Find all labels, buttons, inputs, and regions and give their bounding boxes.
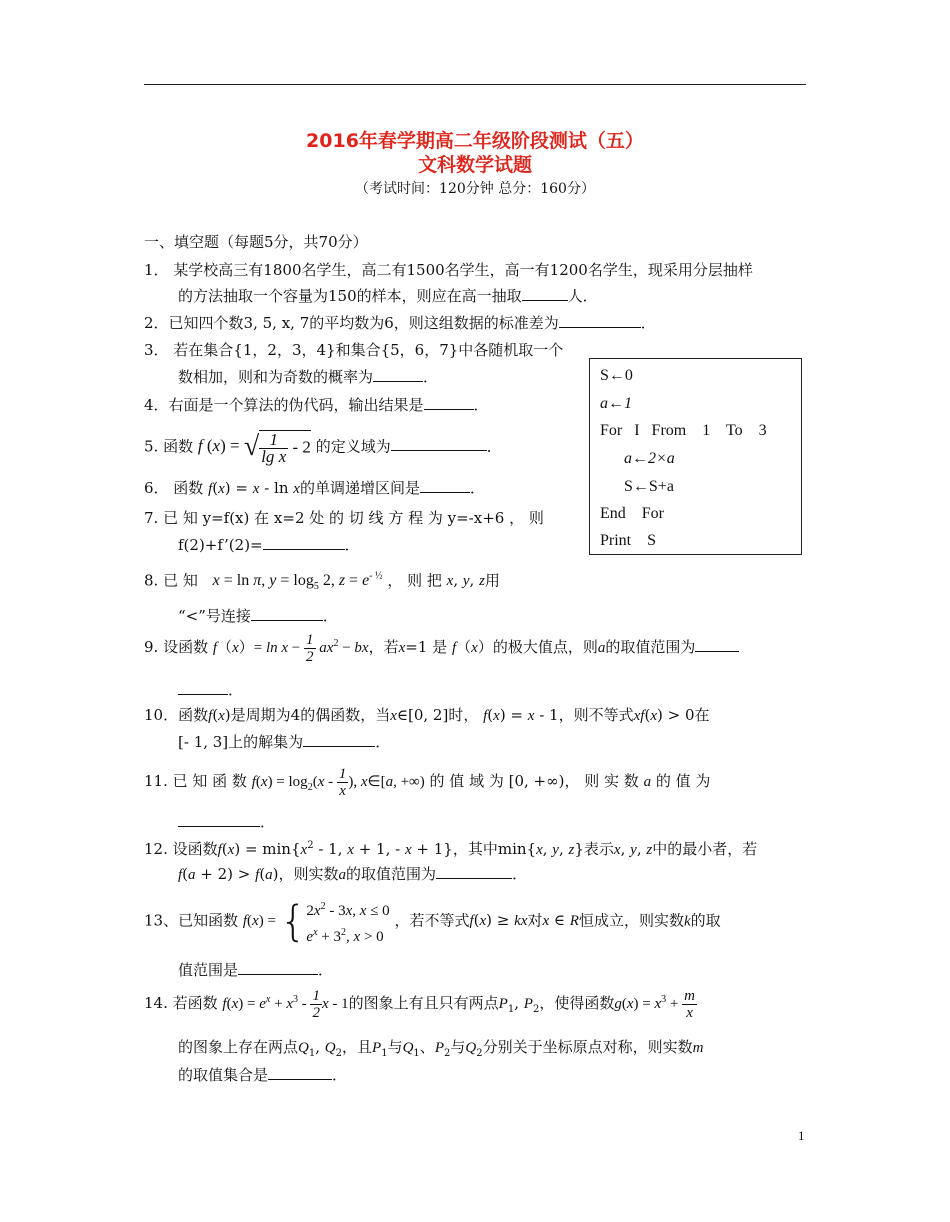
pseudocode-box: [589, 358, 802, 555]
q10-line2: [178, 732, 390, 752]
q3-line2: [178, 367, 438, 387]
code-line-2: a←1: [600, 395, 632, 412]
q14-make-text: ，使得函数: [539, 993, 615, 1012]
q14-q1: $Q_1$: [402, 1040, 420, 1059]
q1-line1: 1． 某学校高三有1800名学生，高二有1500名学生，高一有1200名学生，现采用分层抽样: [144, 261, 753, 279]
q14-sym-text: 分别关于坐标原点对称，则实数: [482, 1038, 693, 1056]
q12-range-text: 的取值范围为: [346, 865, 437, 883]
q12-vars: x, y, z: [613, 840, 653, 858]
q14-points-p: $P_1$, $P_2$: [498, 993, 540, 1015]
q12-line2: [178, 864, 527, 885]
q5-domain-text: 的定义域为: [315, 437, 391, 456]
q12-min: min{x, y, z}: [497, 840, 584, 858]
q14-line2: [178, 1037, 703, 1064]
q1-text: 的方法抽取一个容量为150的样本，则应在高一抽取: [178, 287, 522, 305]
q9-tail: ．: [228, 681, 244, 699]
q14-line3: [178, 1065, 347, 1085]
q4-tail: ．: [473, 396, 489, 414]
q14-line1: [144, 988, 697, 1021]
q9-is-text: 是: [432, 637, 448, 656]
q11-line2: [178, 812, 275, 832]
q5-text: 5. 函数: [144, 437, 194, 456]
q7-tail: ．: [344, 536, 360, 554]
q10-ineq-text: ，则不等式: [558, 706, 634, 724]
q9-fx: f（x）: [451, 637, 493, 656]
q13-var-k: k: [683, 913, 691, 930]
q9-var-a: a: [597, 639, 606, 656]
q5-answer-blank: [391, 436, 487, 451]
q4-text: 4．右面是一个算法的伪代码，输出结果是: [144, 396, 424, 414]
q9-x1: x=1: [398, 637, 428, 656]
q10-def: f(x) = x - 1: [483, 706, 559, 724]
exam-subtitle: 文科数学试题: [417, 154, 532, 176]
exam-title: 2016年春学期高二年级阶段测试（五）: [306, 130, 644, 152]
q10-tail: ．: [375, 733, 391, 751]
q10-even-text: 是周期为4的偶函数，当: [230, 706, 391, 724]
q14-p1: $P_1$: [372, 1040, 388, 1059]
q10-solset-text: 上的解集为: [228, 733, 304, 751]
q5-formula: f (x) = √ $\frac{1}{\text{lg x}}$ - 2: [197, 430, 311, 466]
q10-range: [- 1, 3]: [178, 733, 229, 751]
q9-line2: [178, 680, 243, 700]
q8-text2: “<”号连接: [178, 607, 251, 625]
q13-text2: 值范围是: [178, 961, 239, 979]
q10-text: 10．函数: [144, 706, 209, 724]
q10-answer-blank: [303, 732, 375, 747]
q14-points-q: $Q_1$, $Q_2$: [298, 1038, 342, 1059]
q7-answer-blank: [263, 535, 345, 550]
exam-info: （考试时间：120分钟 总分：160分）: [355, 181, 595, 197]
q12-smallest-text: 中的最小者，若: [652, 840, 758, 858]
q14-and-text: ，且: [342, 1038, 373, 1056]
q9-answer-blank-2: [178, 680, 228, 695]
q13-line2: [178, 960, 333, 980]
q14-sep-text: 、: [419, 1038, 435, 1056]
code-line-7: Print S: [600, 532, 657, 549]
q8-line2: [178, 606, 338, 626]
q2-answer-blank: [559, 313, 641, 328]
q6-line: [144, 478, 485, 499]
section-heading: 一、填空题（每题5分，共70分）: [144, 233, 368, 251]
q8-answer-blank: [251, 606, 323, 621]
q11-answer-blank: [178, 812, 260, 827]
q13-take-text: 的取: [690, 911, 721, 930]
q3-tail: ．: [423, 368, 439, 386]
q11-range: [0, +∞): [508, 771, 565, 790]
q9-if-text: ，若: [368, 637, 399, 656]
q14-with-text-1: 与: [387, 1038, 403, 1056]
q11-value-text: 的 值 为: [655, 771, 711, 790]
q14-tail: ．: [332, 1066, 348, 1084]
q12-where-text: ，其中: [452, 840, 498, 858]
q14-with-text-2: 与: [450, 1038, 466, 1056]
q13-ineq-text: ，若不等式: [394, 911, 470, 930]
q8-vars: x, y, z: [446, 571, 485, 590]
page-number: 1: [798, 1128, 805, 1143]
q7-line2: [178, 535, 360, 555]
q8-formula: x = ln π, $y = \log_5 2$, $z = e^{- \frac{1}{2}}$: [212, 571, 383, 593]
q10-line1: [144, 705, 710, 726]
code-line-5: S←S+a: [624, 478, 674, 495]
q14-formula-g: $g(x) = x^3$ + $\frac{m}{x}$: [614, 988, 695, 1021]
q12-var-a: a: [338, 867, 347, 883]
q7-line1: 7. 已 知 y=f(x) 在 x=2 处 的 切 线 方 程 为 y=-x+6 ， 则: [144, 509, 544, 527]
q4-line: [144, 395, 489, 415]
q8-line1: [144, 567, 500, 598]
q6-text: 6． 函数: [144, 479, 204, 497]
q5-tail: ．: [486, 437, 502, 456]
q11-var-a: a: [643, 773, 652, 790]
q13-always-text: 恒成立，则实数: [578, 911, 684, 930]
q10-interval: x∈[0, 2]: [390, 706, 449, 724]
q6-answer-blank: [420, 478, 470, 493]
q13-ineq: f(x) ≥ kx: [469, 911, 528, 930]
q6-mono-text: 的单调递增区间是: [299, 479, 420, 497]
q2-line: [144, 313, 656, 333]
q8-mid-text: ， 则 把: [387, 571, 442, 590]
code-line-1: S←0: [600, 367, 633, 384]
q11-formula: $f(x) = \log_2(x$ - $\frac{1}{x}$ ), x∈[a, +∞): [251, 766, 425, 799]
q11-tail: ．: [260, 813, 276, 831]
q14-exist-text: 的图象上有且只有两点: [348, 993, 499, 1012]
q14-answer-blank: [268, 1065, 332, 1080]
q9-answer-blank-1: [695, 637, 739, 652]
q8-use-text: 用: [484, 571, 500, 590]
q9-range-text: 的取值范围为: [605, 637, 696, 656]
q12-ineq: f(a + 2) > f(a): [178, 865, 279, 883]
q3-answer-blank: [373, 367, 423, 382]
q10-when-text: 时，: [448, 706, 479, 724]
q13-formula: f(x) = { $2x^2 - 3x$, x ≤ 0 $e^x + 3^2$, x > 0: [242, 897, 390, 946]
code-line-3: For I From 1 To 3: [600, 422, 767, 439]
q2-text: 2．已知四个数3, 5, x, 7的平均数为6，则这组数据的标准差为: [144, 314, 559, 332]
q12-answer-blank: [436, 864, 512, 879]
q10-ineq: xf(x) > 0: [633, 706, 695, 724]
q1-tail: 人．: [567, 287, 598, 305]
q9-max-text: 的极大值点，则: [492, 637, 598, 656]
q11-real-text: ， 则 实 数: [564, 771, 639, 790]
q14-formula-f: $f(x) = e^x + x^3$ - $\frac{1}{2}$ x - 1: [222, 988, 349, 1021]
q13-text: 13、已知函数: [144, 911, 239, 930]
q3-text: 数相加，则和为奇数的概率为: [178, 368, 374, 386]
q13-line1: [144, 896, 721, 948]
q11-text: 11. 已 知 函 数: [144, 771, 247, 790]
q10-fx: f(x): [208, 706, 231, 724]
q11-range-text: 的 值 域 为: [429, 771, 504, 790]
q7-text: f(2)+f’(2)=: [178, 536, 263, 554]
q14-text2: 的图象上存在两点: [178, 1038, 299, 1056]
q6-tail: ．: [469, 479, 485, 497]
q12-line1: [144, 836, 757, 860]
q3-line1: 3． 若在集合{1，2，3，4}和集合{5，6，7}中各随机取一个: [144, 341, 564, 359]
q13-tail: ．: [318, 961, 334, 979]
q9-formula: f（x）= ln x − $\frac{1}{2}$ $ax^2$ − bx: [212, 632, 369, 665]
header-rule: [144, 84, 806, 85]
q1-answer-blank: [522, 286, 568, 301]
q12-formula: $f(x) = \min\{x^2 - 1$, x + 1, - x + 1}: [217, 840, 453, 858]
q13-answer-blank: [238, 960, 318, 975]
q1-line2: [178, 286, 598, 306]
q14-text3: 的取值集合是: [178, 1066, 269, 1084]
q13-domain: x ∈ R: [542, 911, 579, 930]
code-line-4: a←2×a: [624, 450, 675, 467]
q12-denote-text: 表示: [583, 840, 614, 858]
q12-real-text: ，则实数: [278, 865, 339, 883]
q12-text: 12. 设函数: [144, 840, 218, 858]
q14-p2: $P_2$: [434, 1040, 451, 1059]
q9-line1: [144, 632, 739, 665]
q12-tail: ．: [512, 865, 528, 883]
q14-var-m: m: [692, 1040, 704, 1056]
q4-answer-blank: [424, 395, 474, 410]
q14-text: 14. 若函数: [144, 993, 218, 1012]
q9-text: 9. 设函数: [144, 637, 209, 656]
q5-line: [144, 430, 502, 465]
q11-line1: [144, 766, 710, 799]
q2-tail: ．: [640, 314, 656, 332]
q13-for-text: 对: [527, 911, 543, 930]
q10-in-text: 在: [694, 706, 710, 724]
q6-formula: f(x) = x - ln x: [208, 479, 300, 497]
q8-text: 8. 已 知: [144, 571, 198, 590]
q14-q2: $Q_2$: [465, 1040, 483, 1059]
code-line-6: End For: [600, 505, 664, 522]
q8-tail: ．: [322, 607, 338, 625]
